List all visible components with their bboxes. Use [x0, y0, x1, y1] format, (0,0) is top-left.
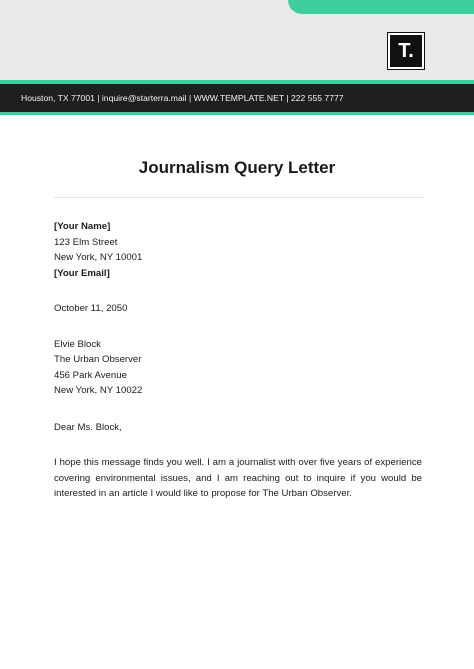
letter-paragraph: I hope this message finds you well. I am a journalist with over five years of experience covering environmental issues, and I am reaching out to inquire if you would be interested in an article I would like to propose for The Urban Observer.: [54, 457, 422, 499]
letter-date: October 11, 2050: [54, 303, 128, 314]
recipient-organization: The Urban Observer: [54, 354, 142, 365]
recipient-street: 456 Park Avenue: [54, 369, 127, 381]
letter-body: [54, 219, 422, 511]
sender-name: [Your Name]: [54, 221, 111, 232]
title-divider: [54, 197, 424, 198]
document-title: Journalism Query Letter: [138, 158, 336, 177]
logo-text: T.: [398, 40, 414, 62]
sender-city: New York, NY 10001: [54, 252, 143, 263]
recipient-block: [54, 337, 422, 399]
salutation: Dear Ms. Block,: [54, 421, 122, 433]
template-logo: [388, 33, 424, 69]
contact-info: Houston, TX 77001 | inquire@starterra.mail | WWW.TEMPLATE.NET | 222 555 7777: [21, 93, 344, 103]
header-accent-shape: [288, 0, 474, 14]
sender-email: [Your Email]: [54, 267, 110, 279]
accent-line-bottom: [0, 112, 474, 115]
recipient-name: Elvie Block: [54, 338, 101, 350]
recipient-city: New York, NY 10022: [54, 385, 143, 396]
sender-street: 123 Elm Street: [54, 236, 118, 248]
contact-bar: [0, 84, 474, 112]
sender-block: [54, 219, 422, 281]
